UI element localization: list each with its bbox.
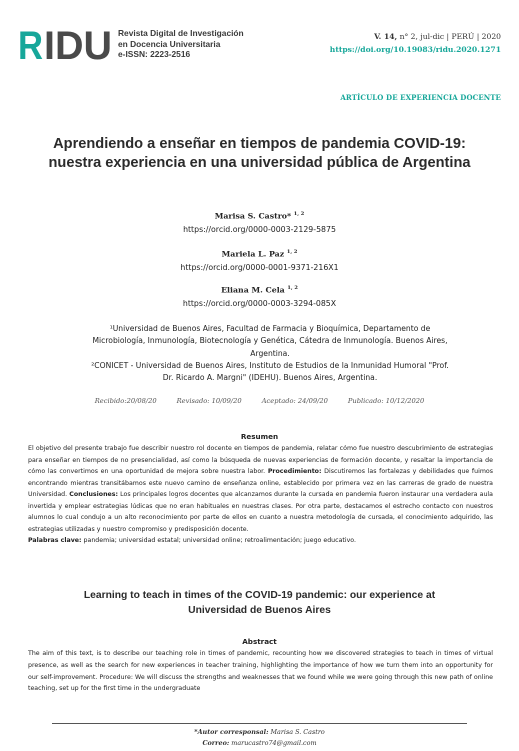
conclusions-text: Los principales logros docentes que alcanzamos durante la cursada en pandemia fueron instaurar una verdadera aula invertida y emplear estrategias lúdicas que no eran habituales en nuestras clases. Por otra parte, destacamos el estrecho contacto con nuestros alumnos lo cual condujo a un alto reconocimiento por parte de ellos en cuanto a nuestra metodología de cursada, el conocimiento adquirido, las estrategias utilizadas y nuestro compromiso y predisposición docente.	[28, 491, 493, 533]
corresponding-author-label: *Autor corresponsal:	[194, 728, 269, 736]
footnote-divider	[52, 723, 467, 724]
affiliation-2: ²CONICET - Universidad de Buenos Aires, Instituto de Estudios de la Inmunidad Humoral "Prof. Dr. Ricardo A. Margni" (IDEHU). Buenos Aires, Argentina.	[91, 360, 449, 383]
resumen-body	[28, 443, 493, 547]
email-address[interactable]: marucastro74@gmail.com	[229, 739, 317, 747]
journal-name-line2: en Docencia Universitaria	[118, 38, 221, 49]
svg-text:IDU: IDU	[44, 26, 112, 62]
email-label: Correo:	[202, 739, 230, 747]
orcid-link[interactable]: https://orcid.org/0000-0001-9371-216X1	[180, 262, 339, 272]
doi-link[interactable]: https://doi.org/10.19083/ridu.2020.1271	[329, 45, 501, 54]
article-title-es: Aprendiendo a enseñar en tiempos de pandemia COVID-19: nuestra experiencia en una universidad pública de Argentina	[48, 136, 471, 171]
corresponding-author-name: Marisa S. Castro	[268, 728, 325, 736]
orcid-link[interactable]: https://orcid.org/0000-0003-3294-085X	[182, 298, 337, 308]
date-published: Publicado: 10/12/2020	[347, 397, 425, 405]
procedure-text: Discutiremos las fortalezas y debilidades que fuimos encontrando mientras transitábamos este nuevo camino de enseñanza online, establecido por primera vez en las carreras de grado de nuestra Universidad.	[28, 468, 493, 498]
keywords-label: Palabras clave:	[28, 537, 82, 544]
author-1	[0, 211, 519, 234]
author-2	[0, 249, 519, 272]
article-type: ARTÍCULO DE EXPERIENCIA DOCENTE	[340, 93, 501, 102]
svg-text:R: R	[18, 26, 44, 62]
resumen-objective: El objetivo del presente trabajo fue describir nuestro rol docente en tiempos de pandemia, relatar cómo fue nuestro descubrimiento de estrategias para enseñar en tiempos de no presencialidad, así como la búsqueda de nuevas experiencias de formación docente, y resaltar la importancia de cómo las convertimos en una oportunidad de mejora sobre nuestra labor.	[28, 445, 493, 475]
affiliations	[90, 323, 450, 384]
author-affil-sup: 1, 2	[293, 211, 305, 217]
procedure-label: Procedimiento:	[267, 468, 322, 475]
author-name: Marisa S. Castro*	[214, 211, 292, 221]
journal-header	[18, 22, 501, 66]
author-affil-sup: 1, 2	[287, 285, 298, 291]
submission-dates	[0, 397, 519, 405]
author-name: Eliana M. Cela	[221, 285, 285, 295]
affiliation-1: ¹Universidad de Buenos Aires, Facultad de Farmacia y Bioquímica, Departamento de Microbiología, Inmunología, Biotecnología y Genética, Cátedra de Inmunología. Buenos Aires, Argentina.	[92, 324, 448, 358]
abstract-heading: Abstract	[242, 637, 277, 646]
abstract-body: The aim of this text, is to describe our teaching role in times of pandemic, recounting how we discovered strategies to teach in times of virtual presence, as well as the search for new experiences in teacher training, highlighting the importance of how we turn them into an opportunity for our self-improvement. Procedure: We will discuss the strengths and weaknesses that we found while we were going through this new path of online teaching, set up for the first time in the undergraduate	[28, 650, 493, 693]
corresponding-email	[0, 739, 519, 747]
journal-info	[118, 28, 244, 60]
date-received: Recibido:20/08/20	[94, 397, 157, 405]
journal-name-line1: Revista Digital de Investigación	[118, 28, 244, 38]
issn: e-ISSN: 2223-2516	[118, 49, 191, 59]
keywords: pandemia; universidad estatal; universidad online; retroalimentación; juego educativo.	[81, 537, 356, 544]
orcid-link[interactable]: https://orcid.org/0000-0003-2129-5875	[183, 224, 336, 234]
conclusions-label: Conclusiones:	[69, 491, 118, 498]
corresponding-author	[0, 728, 519, 736]
date-revised: Revisado: 10/09/20	[176, 397, 242, 405]
article-title-en: Learning to teach in times of the COVID-19 pandemic: our experience at Universidad de Buenos Aires	[83, 590, 436, 616]
volume: V. 14,	[374, 32, 398, 41]
author-3	[0, 285, 519, 308]
volume-info	[330, 30, 501, 56]
author-name: Mariela L. Paz	[221, 249, 285, 259]
author-affil-sup: 1, 2	[286, 249, 298, 255]
ridu-logo	[18, 26, 113, 62]
resumen-heading: Resumen	[240, 432, 279, 441]
date-accepted: Aceptado: 24/09/20	[261, 397, 328, 405]
issue-info: n° 2, jul-dic | PERÚ | 2020	[399, 32, 501, 41]
